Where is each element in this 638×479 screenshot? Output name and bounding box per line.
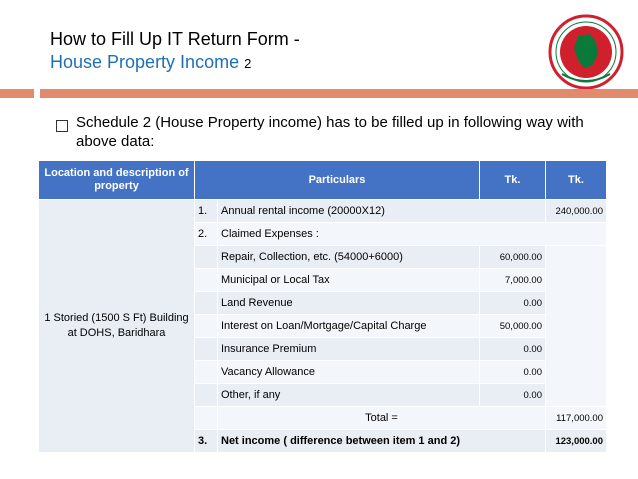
title-line2: House Property Income [50,52,240,72]
row-number: 2. [195,223,218,246]
house-property-schedule-table [38,160,607,453]
slide-number: 2 [244,56,252,71]
header-tk2: Tk. [546,161,607,200]
row-label: Annual rental income (20000X12) [218,200,546,223]
total-value: 117,000.00 [546,407,607,430]
table-row [39,200,607,223]
header-location: Location and description of property [39,161,195,200]
row-number: 3. [195,430,218,453]
accent-bar-left [0,89,34,98]
expense-label: Vacancy Allowance [218,361,480,384]
row-label: Claimed Expenses : [218,223,607,246]
expense-amount: 50,000.00 [480,315,546,338]
expense-amount: 7,000.00 [480,269,546,292]
total-label: Total = [218,407,546,430]
expense-amount: 0.00 [480,338,546,361]
header-tk1: Tk. [480,161,546,200]
government-emblem-icon [548,14,624,90]
bullet-square-icon [56,120,68,132]
net-income-value: 123,000.00 [546,430,607,453]
expense-label: Insurance Premium [218,338,480,361]
slide-title [50,28,300,75]
expense-label: Municipal or Local Tax [218,269,480,292]
expense-label: Other, if any [218,384,480,407]
expense-label: Land Revenue [218,292,480,315]
expense-amount: 0.00 [480,361,546,384]
expense-amount: 0.00 [480,292,546,315]
expense-amount: 0.00 [480,384,546,407]
accent-bar-right [40,89,638,98]
header-particulars: Particulars [195,161,480,200]
net-income-label: Net income ( difference between item 1 and 2) [218,430,546,453]
expense-amount: 60,000.00 [480,246,546,269]
row-total: 240,000.00 [546,200,607,223]
row-number: 1. [195,200,218,223]
expense-label: Interest on Loan/Mortgage/Capital Charge [218,315,480,338]
bullet-text: Schedule 2 (House Property income) has to be filled up in following way with above data: [76,114,584,150]
expense-label: Repair, Collection, etc. (54000+6000) [218,246,480,269]
title-line1: How to Fill Up IT Return Form - [50,29,300,49]
table-header-row [39,161,607,200]
property-location: 1 Storied (1500 S Ft) Building at DOHS, Baridhara [39,200,195,453]
